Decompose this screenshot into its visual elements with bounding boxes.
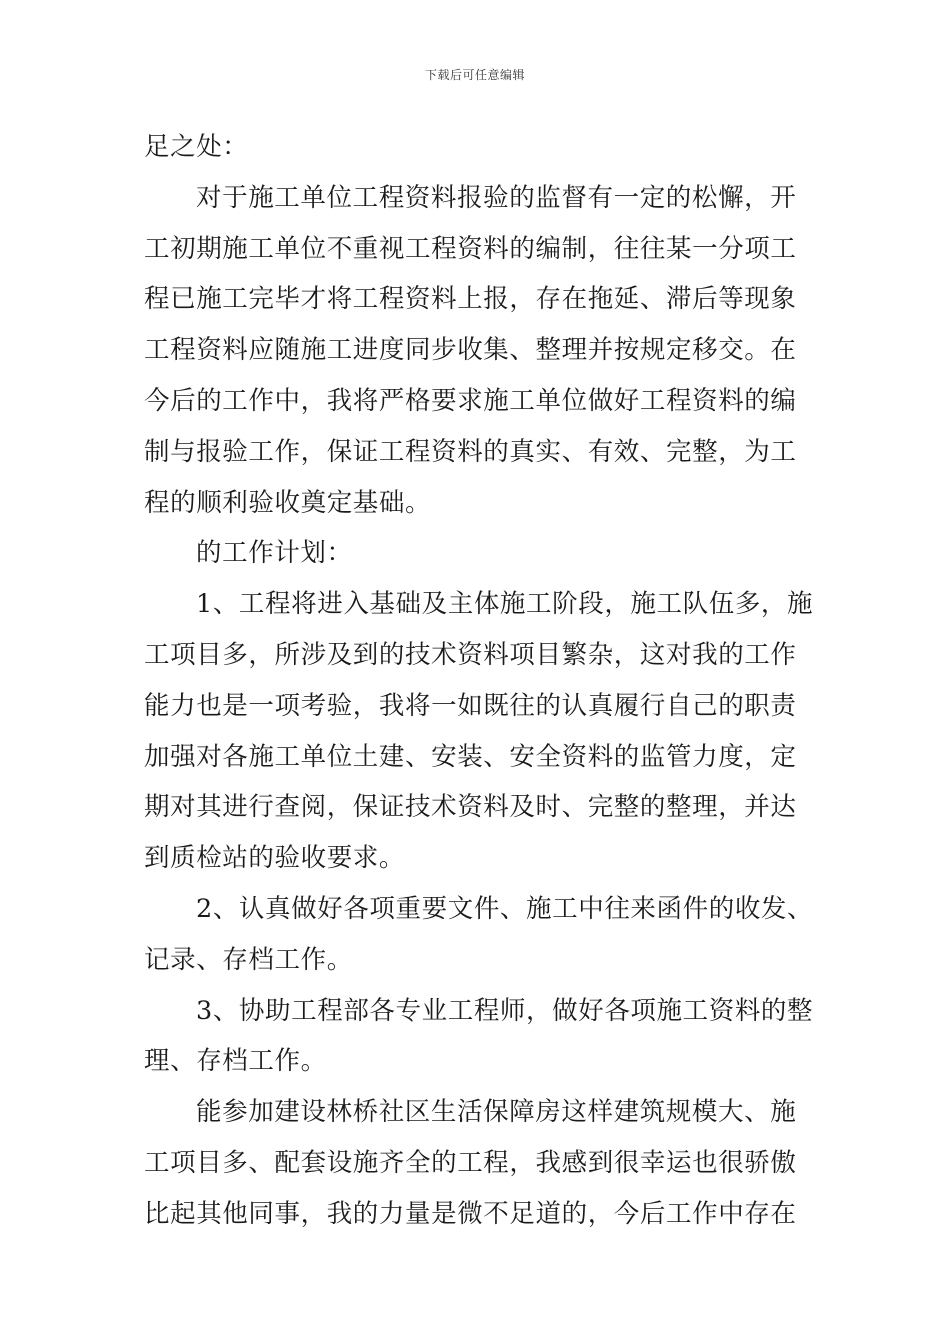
text-line: 到质检站的验收要求。 [144,843,406,874]
text-line: 对于施工单位工程资料报验的监督有一定的松懈，开 [196,182,797,213]
header-note: 下载后可任意编辑 [424,68,525,82]
text-line: 1、工程将进入基础及主体施工阶段，施工队伍多，施 [196,589,814,620]
text-line: 能力也是一项考验，我将一如既往的认真履行自己的职责 [144,690,797,721]
text-line: 3、协助工程部各专业工程师，做好各项施工资料的整 [196,995,814,1026]
text-line: 制与报验工作，保证工程资料的真实、有效、完整，为工 [144,436,797,467]
text-line: 程的顺利验收奠定基础。 [144,487,432,518]
text-line: 工项目多，所涉及到的技术资料项目繁杂，这对我的工作 [144,639,797,670]
text-line: 今后的工作中，我将严格要求施工单位做好工程资料的编 [144,385,797,416]
text-line: 工项目多、配套设施齐全的工程，我感到很幸运也很骄傲 [144,1147,797,1178]
text-line: 比起其他同事，我的力量是微不足道的，今后工作中存在 [144,1198,797,1229]
text-line: 足之处： [144,132,249,162]
text-line: 程已施工完毕才将工程资料上报，存在拖延、滞后等现象 [144,284,797,315]
text-line: 期对其进行查阅，保证技术资料及时、完整的整理，并达 [144,792,797,823]
text-line: 工程资料应随施工进度同步收集、整理并按规定移交。在 [144,335,797,366]
text-line: 的工作计划： [196,538,353,569]
text-line: 理、存档工作。 [144,1046,327,1077]
body-text [144,122,814,1240]
text-line: 工初期施工单位不重视工程资料的编制，往往某一分项工 [144,233,797,264]
text-line: 能参加建设林桥社区生活保障房这样建筑规模大、施 [196,1097,797,1128]
text-line: 记录、存档工作。 [144,944,353,975]
text-line: 2、认真做好各项重要文件、施工中往来函件的收发、 [196,893,814,924]
text-line: 加强对各施工单位土建、安装、安全资料的监管力度，定 [144,741,797,772]
